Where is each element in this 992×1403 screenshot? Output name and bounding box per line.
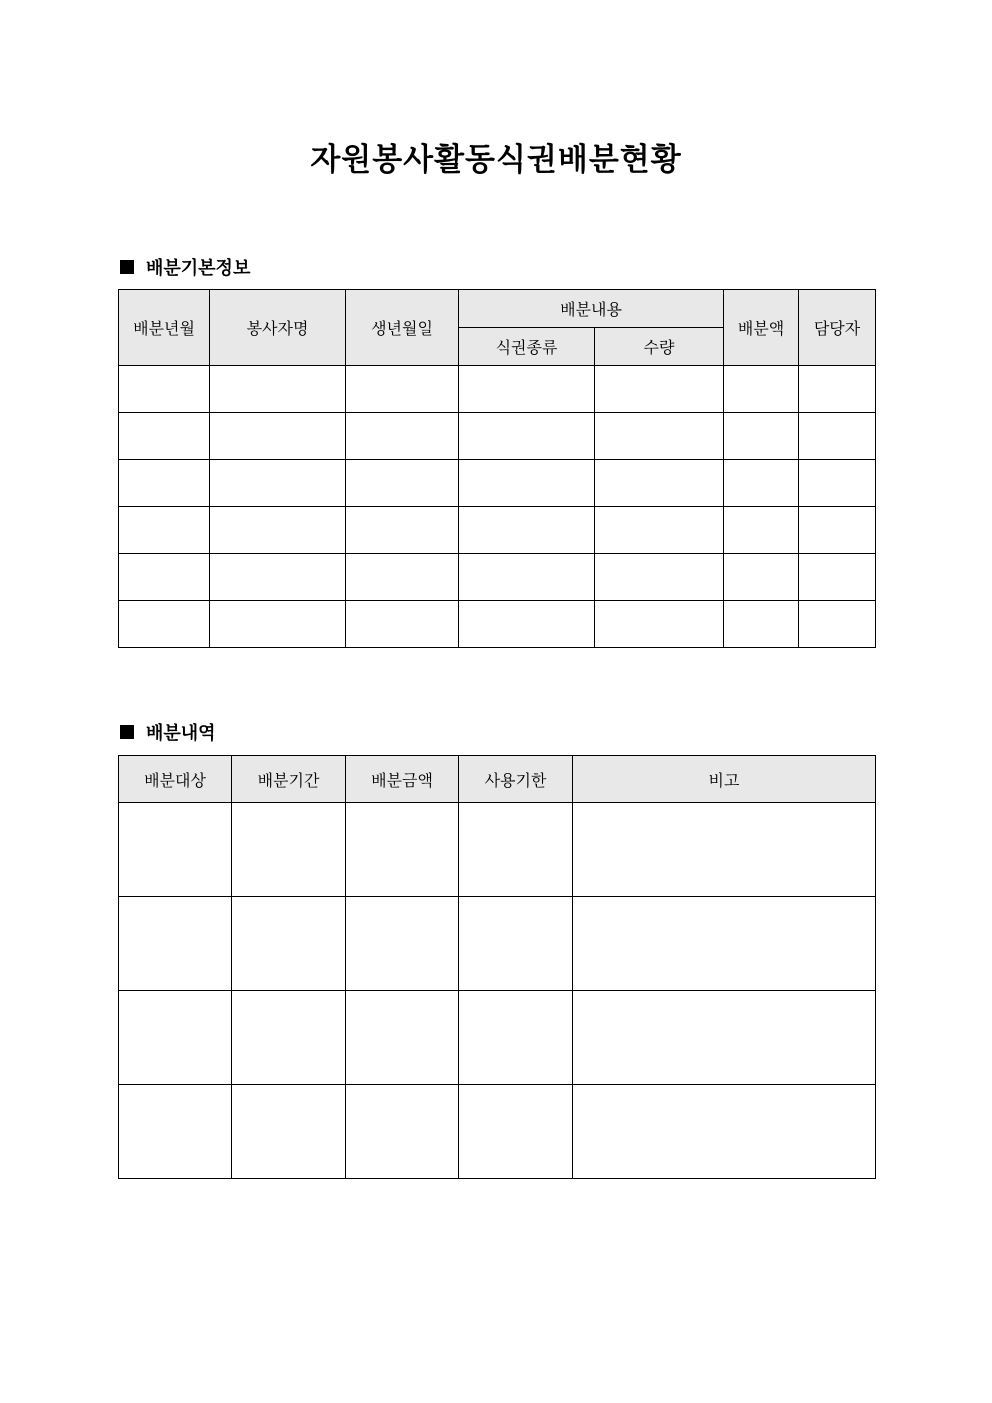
header-distribution-period: 배분기간 — [232, 756, 346, 803]
header-quantity: 수량 — [595, 328, 724, 366]
table-cell[interactable] — [595, 413, 724, 460]
table-cell[interactable] — [459, 1085, 573, 1179]
header-distribution-target: 배분대상 — [119, 756, 232, 803]
table-cell[interactable] — [210, 507, 346, 554]
table-cell[interactable] — [573, 897, 876, 991]
header-distribution-amount: 배분금액 — [346, 756, 459, 803]
header-distribution-amount: 배분액 — [724, 290, 799, 366]
table-cell[interactable] — [119, 991, 232, 1085]
table-cell[interactable] — [119, 413, 210, 460]
table-row — [119, 601, 876, 648]
table-cell[interactable] — [724, 413, 799, 460]
table-cell[interactable] — [232, 897, 346, 991]
table-row — [119, 413, 876, 460]
table-row — [119, 366, 876, 413]
table-cell[interactable] — [232, 803, 346, 897]
table-cell[interactable] — [724, 601, 799, 648]
table-cell[interactable] — [459, 507, 595, 554]
table-cell[interactable] — [459, 413, 595, 460]
section-heading-basic-info — [120, 254, 250, 280]
table-cell[interactable] — [346, 897, 459, 991]
table-row — [119, 1085, 876, 1179]
page-title: 자원봉사활동식권배분현황 — [310, 142, 682, 178]
section-heading-label: 배분기본정보 — [146, 258, 251, 279]
table-cell[interactable] — [595, 601, 724, 648]
table-row — [119, 897, 876, 991]
table-cell[interactable] — [799, 460, 876, 507]
header-usage-deadline: 사용기한 — [459, 756, 573, 803]
table-cell[interactable] — [210, 601, 346, 648]
table-cell[interactable] — [799, 554, 876, 601]
table-cell[interactable] — [346, 507, 459, 554]
table-cell[interactable] — [346, 1085, 459, 1179]
table-cell[interactable] — [119, 803, 232, 897]
table-cell[interactable] — [595, 507, 724, 554]
table-cell[interactable] — [119, 897, 232, 991]
table-cell[interactable] — [346, 366, 459, 413]
table-row — [119, 991, 876, 1085]
table-cell[interactable] — [119, 366, 210, 413]
table-cell[interactable] — [119, 460, 210, 507]
table-cell[interactable] — [210, 460, 346, 507]
table-cell[interactable] — [346, 803, 459, 897]
table-cell[interactable] — [119, 554, 210, 601]
table-cell[interactable] — [724, 460, 799, 507]
table-cell[interactable] — [799, 413, 876, 460]
header-remarks: 비고 — [573, 756, 876, 803]
table-cell[interactable] — [573, 1085, 876, 1179]
table-cell[interactable] — [119, 507, 210, 554]
table-cell[interactable] — [724, 507, 799, 554]
table-cell[interactable] — [346, 554, 459, 601]
table-cell[interactable] — [573, 991, 876, 1085]
table-cell[interactable] — [119, 601, 210, 648]
table-cell[interactable] — [459, 554, 595, 601]
distribution-details-table — [118, 755, 876, 1179]
table-cell[interactable] — [459, 366, 595, 413]
table-cell[interactable] — [459, 991, 573, 1085]
table-cell[interactable] — [346, 991, 459, 1085]
table-cell[interactable] — [799, 601, 876, 648]
square-bullet-icon — [120, 260, 134, 274]
header-manager: 담당자 — [799, 290, 876, 366]
table-cell[interactable] — [595, 554, 724, 601]
header-ticket-type: 식권종류 — [459, 328, 595, 366]
header-birth-date: 생년월일 — [346, 290, 459, 366]
table-cell[interactable] — [799, 366, 876, 413]
header-volunteer-name: 봉사자명 — [210, 290, 346, 366]
table-cell[interactable] — [573, 803, 876, 897]
square-bullet-icon — [120, 725, 134, 739]
table-cell[interactable] — [119, 1085, 232, 1179]
table-cell[interactable] — [232, 991, 346, 1085]
table-cell[interactable] — [799, 507, 876, 554]
table-cell[interactable] — [459, 897, 573, 991]
table-cell[interactable] — [595, 460, 724, 507]
section-heading-label: 배분내역 — [146, 723, 216, 744]
table-cell[interactable] — [459, 803, 573, 897]
table-cell[interactable] — [210, 554, 346, 601]
table-row — [119, 507, 876, 554]
header-distribution-month: 배분년월 — [119, 290, 210, 366]
table-cell[interactable] — [724, 366, 799, 413]
header-distribution-content: 배분내용 — [459, 290, 724, 328]
table-cell[interactable] — [595, 366, 724, 413]
table-cell[interactable] — [346, 413, 459, 460]
basic-info-table — [118, 289, 876, 648]
table-cell[interactable] — [459, 601, 595, 648]
table-cell[interactable] — [724, 554, 799, 601]
table-row — [119, 554, 876, 601]
table-row — [119, 460, 876, 507]
table-row — [119, 803, 876, 897]
section-heading-distribution-details — [120, 719, 216, 745]
table-cell[interactable] — [232, 1085, 346, 1179]
table-cell[interactable] — [210, 413, 346, 460]
table-cell[interactable] — [459, 460, 595, 507]
table-cell[interactable] — [346, 460, 459, 507]
table-cell[interactable] — [346, 601, 459, 648]
table-cell[interactable] — [210, 366, 346, 413]
